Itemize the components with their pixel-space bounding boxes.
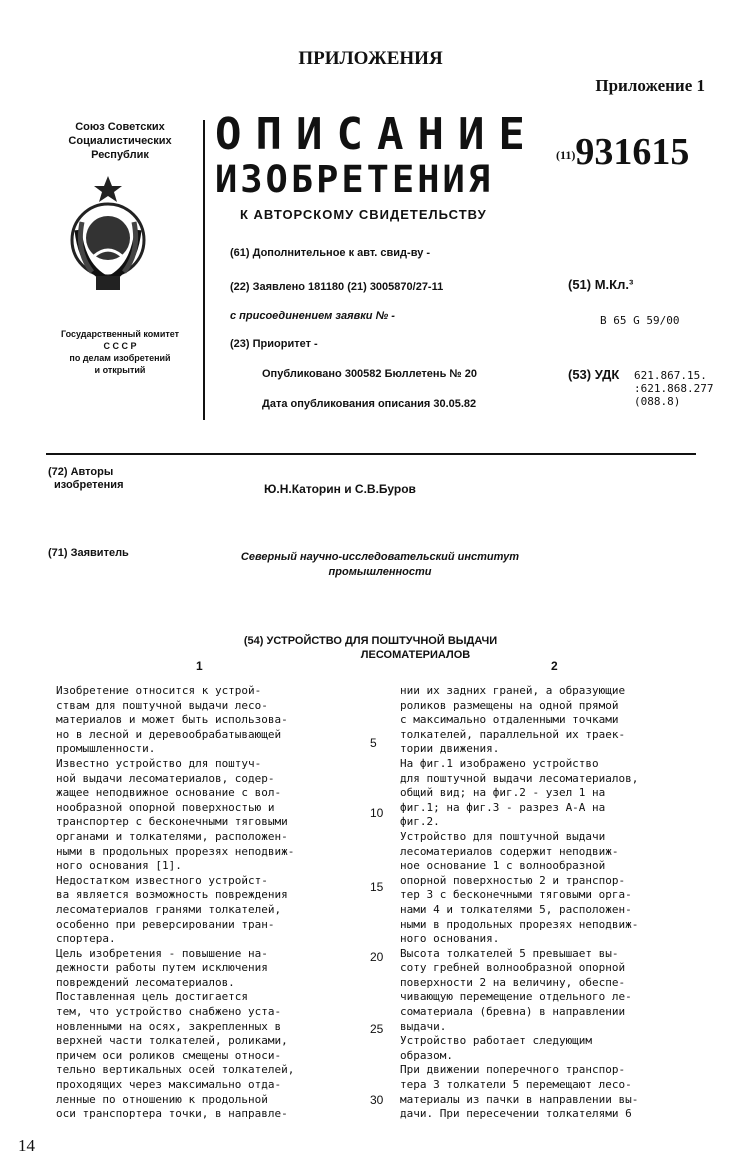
inventors-label-line: изобретения [54, 479, 124, 491]
text-line: дежности работы путем исключения [56, 961, 268, 975]
committee-name [40, 328, 200, 376]
invention-title-line: (54) УСТРОЙСТВО ДЛЯ ПОШТУЧНОЙ ВЫДАЧИ [243, 635, 498, 647]
line-number: 10 [370, 806, 384, 820]
text-line: лесоматериалов гранями толкателей, [56, 902, 282, 916]
text-line: жащее неподвижное основание с вол- [56, 786, 282, 800]
country-line: Республик [91, 149, 149, 161]
text-line: Устройство работает следующим [400, 1034, 593, 1048]
text-line: причем оси роликов смещены относи- [56, 1048, 282, 1062]
text-line: ное основание 1 с волнообразной [400, 859, 606, 873]
text-line: спортера. [56, 932, 116, 946]
state-emblem-icon [62, 172, 154, 300]
text-line: Поставленная цель достигается [56, 990, 249, 1004]
text-line: с максимально отдаленными точками [400, 713, 619, 727]
appendix-number: Приложение 1 [595, 76, 705, 95]
text-line: лесоматериалов содержит неподвиж- [400, 844, 619, 858]
doc-title: ОПИСАНИЕ [215, 109, 539, 160]
line-number: 20 [370, 950, 384, 964]
text-column-1 [56, 684, 364, 1122]
country-name [40, 120, 200, 162]
page-number: 14 [18, 1136, 35, 1155]
text-line: ного основания [1]. [56, 859, 182, 873]
text-line: образом. [400, 1048, 453, 1062]
text-line: соту гребней волнообразной опорной [400, 961, 626, 975]
text-line: нами 4 и толкателями 5, расположен- [400, 902, 632, 916]
text-line: тем, что устройство снабжено уста- [56, 1005, 282, 1019]
line-number: 5 [370, 736, 377, 750]
field-published: Опубликовано 300582 Бюллетень № 20 [262, 368, 477, 380]
text-line: ствам для поштучной выдачи лесо- [56, 698, 268, 712]
text-line: органами и толкателями, расположен- [56, 829, 288, 843]
mkl-label: (51) М.Кл.³ [568, 277, 634, 292]
text-line: общий вид; на фиг.2 - узел 1 на [400, 786, 606, 800]
applicant-label: (71) Заявитель [48, 547, 129, 559]
text-line: Высота толкателей 5 превышает вы- [400, 946, 619, 960]
text-line: соматериала (бревна) в направлении [400, 1005, 626, 1019]
text-line: Устройство для поштучной выдачи [400, 829, 606, 843]
text-line: Недостатком известного устройст- [56, 873, 268, 887]
text-line: транспортер с бесконечными тяговыми [56, 815, 288, 829]
text-line: промышленности. [56, 742, 156, 756]
applicant [200, 550, 560, 580]
field-23: (23) Приоритет - [230, 338, 318, 350]
invention-title [0, 634, 741, 662]
udk-codes: 621.867.15. :621.868.277 (088.8) [634, 369, 714, 408]
inventors-label-line: (72) Авторы [48, 466, 114, 478]
text-line: роликов размещены на одной прямой [400, 698, 619, 712]
text-line: тельно вертикальных осей толкателей, [56, 1063, 295, 1077]
text-line: тории движения. [400, 742, 500, 756]
text-line: ного основания. [400, 932, 500, 946]
applicant-line: Северный научно-исследовательский институт [240, 551, 520, 563]
text-line: верхней части толкателей, роликами, [56, 1034, 288, 1048]
appendix-title: ПРИЛОЖЕНИЯ [298, 48, 443, 69]
column-number-1: 1 [196, 659, 203, 673]
text-line: фиг.1; на фиг.3 - разрез А-А на [400, 800, 606, 814]
text-line: нии их задних граней, а образующие [400, 684, 626, 697]
field-61: (61) Дополнительное к авт. свид-ву - [230, 247, 431, 259]
text-line: ва является возможность повреждения [56, 888, 288, 902]
committee-line: С С С Р [103, 341, 137, 351]
column-number-2: 2 [551, 659, 558, 673]
committee-line: и открытий [94, 365, 146, 375]
doc-title-2: ИЗОБРЕТЕНИЯ [215, 158, 494, 201]
text-column-2 [400, 684, 708, 1122]
text-line: поверхности 2 на величину, обеспе- [400, 975, 626, 989]
inventors-label [48, 466, 124, 492]
text-line: опорной поверхностью 2 и транспор- [400, 873, 626, 887]
field-desc-date: Дата опубликования описания 30.05.82 [262, 398, 477, 410]
text-line: тера 3 толкатели 5 перемещают лесо- [400, 1078, 632, 1092]
text-line: нообразной опорной поверхностью и [56, 800, 275, 814]
text-line: материалы из пачки в направлении вы- [400, 1092, 639, 1106]
text-line: дачи. При пересечении толкателями 6 [400, 1107, 632, 1121]
inventors: Ю.Н.Каторин и С.В.Буров [264, 482, 416, 496]
committee-line: по делам изобретений [69, 353, 171, 363]
line-number: 25 [370, 1022, 384, 1036]
doc-subtitle: К АВТОРСКОМУ СВИДЕТЕЛЬСТВУ [240, 207, 487, 222]
text-line: материалов и может быть использова- [56, 713, 288, 727]
text-line: чивающую перемещение отдельного ле- [400, 990, 632, 1004]
country-line: Социалистических [68, 135, 172, 147]
text-line: ной выдачи лесоматериалов, содер- [56, 771, 275, 785]
committee-line: Государственный комитет [60, 329, 180, 339]
text-line: Известно устройство для поштуч- [56, 756, 262, 770]
text-line: повреждений лесоматериалов. [56, 975, 235, 989]
mkl-code: В 65 G 59/00 [600, 314, 680, 327]
field-join: с присоединением заявки № - [230, 310, 395, 322]
text-line: Изобретение относится к устрой- [56, 684, 262, 697]
patent-number-value: 931615 [575, 131, 690, 173]
text-line: но в лесной и деревообрабатывающей [56, 727, 282, 741]
line-number: 15 [370, 880, 384, 894]
text-line: для поштучной выдачи лесоматериалов, [400, 771, 639, 785]
patent-prefix: (11) [556, 147, 576, 162]
patent-number [556, 130, 689, 174]
text-line: тер 3 с бесконечными тяговыми орга- [400, 888, 632, 902]
invention-title-line: ЛЕСОМАТЕРИАЛОВ [360, 649, 471, 661]
text-line: ными в продольных прорезях неподвиж- [400, 917, 639, 931]
udk-label: (53) УДК [568, 367, 620, 382]
line-number: 30 [370, 1093, 384, 1107]
text-line: ленные по отношению к продольной [56, 1092, 268, 1106]
header-rule [46, 453, 696, 455]
text-line: Цель изобретения - повышение на- [56, 946, 268, 960]
applicant-line: промышленности [328, 566, 432, 578]
text-line: На фиг.1 изображено устройство [400, 756, 599, 770]
text-line: оси транспортера точки, в направле- [56, 1107, 288, 1121]
text-line: новленными на осях, закрепленных в [56, 1019, 282, 1033]
text-line: выдачи. [400, 1019, 447, 1033]
field-22: (22) Заявлено 181180 (21) 3005870/27-11 [230, 281, 444, 293]
text-line: особенно при реверсировании тран- [56, 917, 275, 931]
text-line: ными в продольных прорезях неподвиж- [56, 844, 295, 858]
text-line: толкателей, параллельной их траек- [400, 727, 626, 741]
country-line: Союз Советских [75, 121, 165, 133]
text-line: При движении поперечного транспор- [400, 1063, 626, 1077]
text-line: фиг.2. [400, 815, 440, 829]
header-divider [203, 120, 205, 420]
text-line: проходящих через максимально отда- [56, 1078, 282, 1092]
